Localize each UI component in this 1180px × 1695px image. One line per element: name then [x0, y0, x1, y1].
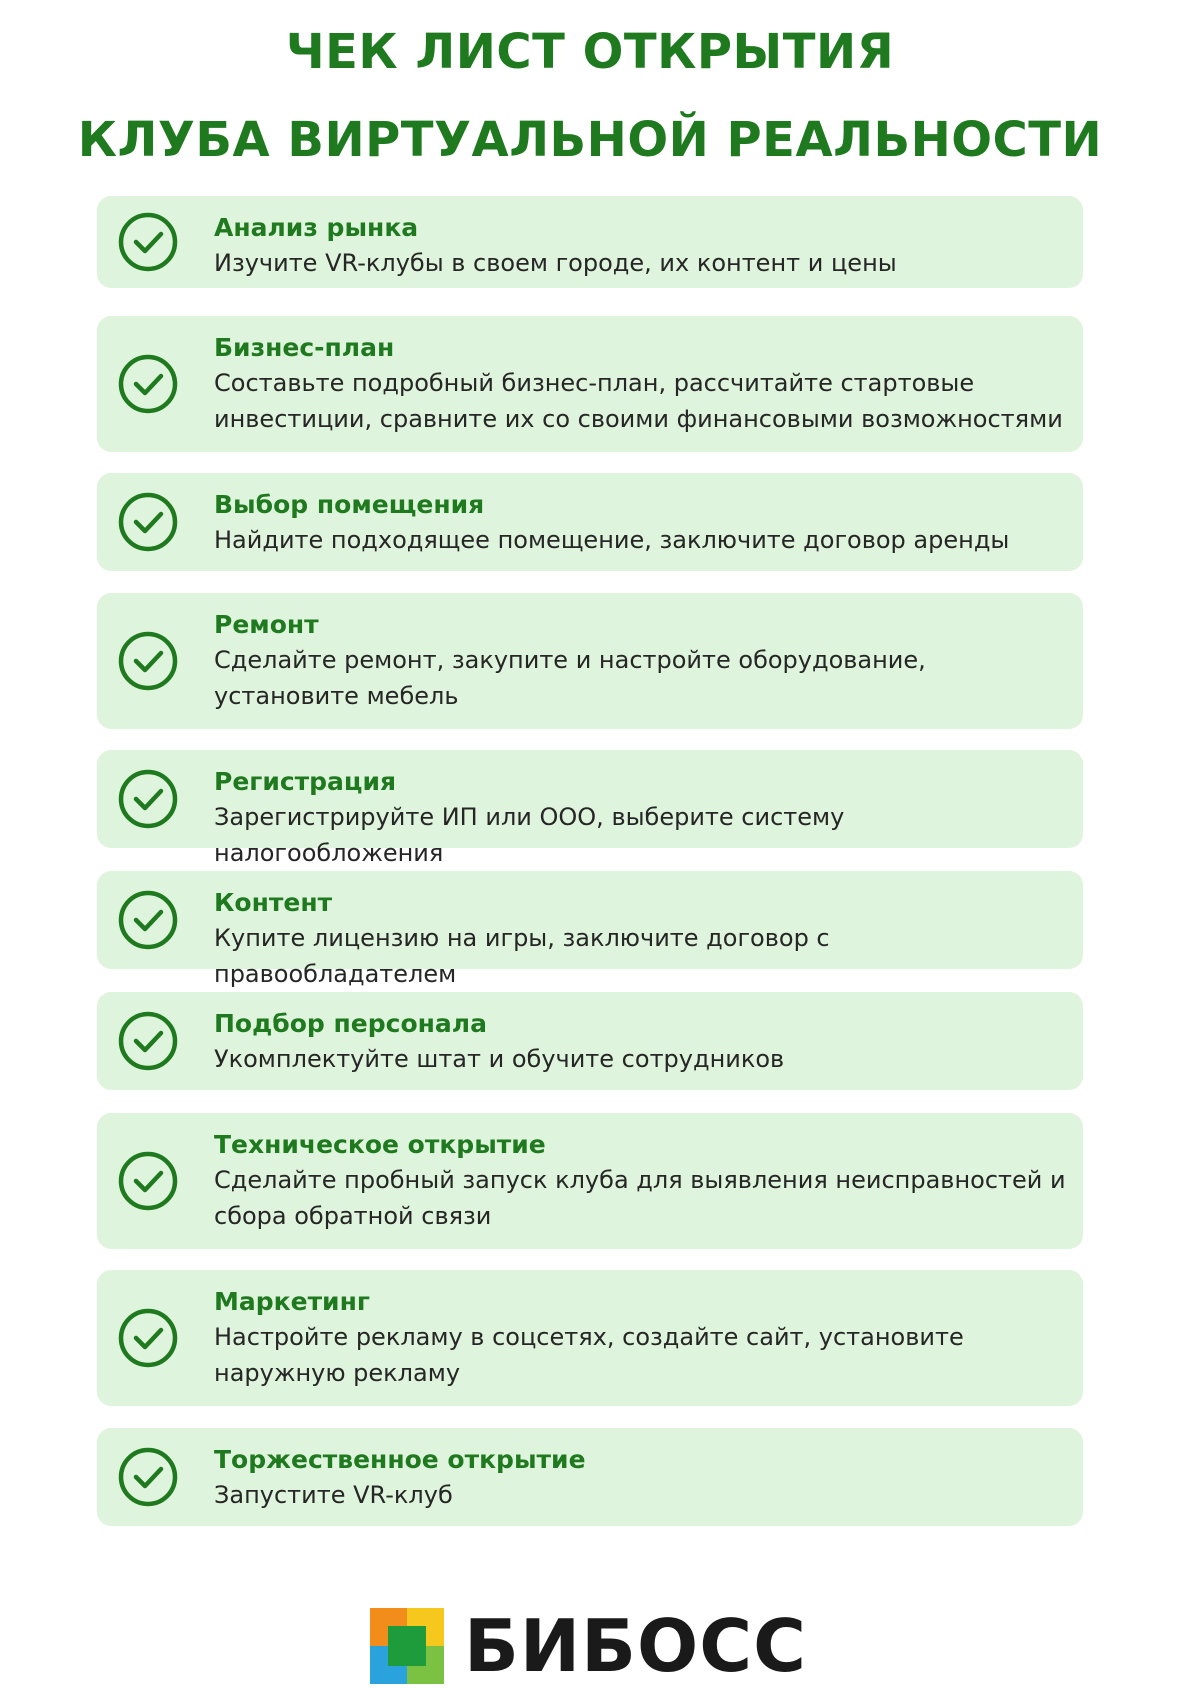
checklist-item-title: Выбор помещения [214, 490, 485, 519]
page-title-line-2: КЛУБА ВИРТУАЛЬНОЙ РЕАЛЬНОСТИ [77, 112, 1103, 168]
checklist-item-title: Регистрация [214, 767, 397, 796]
checklist-item-business-plan [97, 316, 1083, 452]
checklist-item-description: Настройте рекламу в соцсетях, создайте сайт, установите наружную рекламу [214, 1323, 964, 1387]
checklist-item-description: Укомплектуйте штат и обучите сотрудников [214, 1045, 785, 1073]
checklist-item-description: Сделайте ремонт, закупите и настройте оборудование, установите мебель [214, 646, 926, 710]
checklist-item-description: Изучите VR-клубы в своем городе, их контент и цены [214, 249, 897, 277]
checklist-item-grand-opening [97, 1428, 1083, 1526]
checklist-item-description: Запустите VR-клуб [214, 1481, 453, 1509]
page-title-line-1: ЧЕК ЛИСТ ОТКРЫТИЯ [285, 24, 895, 80]
checklist-item-description: Найдите подходящее помещение, заключите договор аренды [214, 526, 1010, 554]
checklist-item-description: Составьте подробный бизнес-план, рассчитайте стартовые инвестиции, сравните их со своими финансовыми возможностями [214, 369, 1063, 433]
checklist-item-title: Ремонт [214, 610, 319, 639]
brand-logo [370, 1604, 820, 1688]
checklist-item-title: Бизнес-план [214, 333, 395, 362]
checklist-item-description: Сделайте пробный запуск клуба для выявления неисправностей и сбора обратной связи [214, 1166, 1066, 1230]
checklist-item-title: Подбор персонала [214, 1009, 487, 1038]
checklist-item-description: Купите лицензию на игры, заключите договор с правообладателем [214, 924, 830, 988]
checklist-item-renovation [97, 593, 1083, 729]
checklist-item-title: Анализ рынка [214, 213, 419, 242]
checklist-item-title: Торжественное открытие [214, 1445, 586, 1474]
checklist [97, 196, 1083, 1524]
bibos-logo-icon [370, 1608, 444, 1684]
checklist-item-title: Маркетинг [214, 1287, 370, 1316]
checklist-item-registration [97, 750, 1083, 867]
checklist-item-technical-opening [97, 1113, 1083, 1249]
checklist-item-title: Техническое открытие [214, 1130, 546, 1159]
checklist-item-market-analysis [97, 196, 1083, 288]
checklist-item-title: Контент [214, 888, 333, 917]
checklist-item-content [97, 871, 1083, 988]
checklist-item-staff [97, 992, 1083, 1090]
brand-logo-text: БИБОСС [464, 1604, 807, 1688]
checklist-item-marketing [97, 1270, 1083, 1406]
checklist-item-premises [97, 473, 1083, 571]
checklist-item-description: Зарегистрируйте ИП или ООО, выберите систему налогообложения [214, 803, 845, 867]
